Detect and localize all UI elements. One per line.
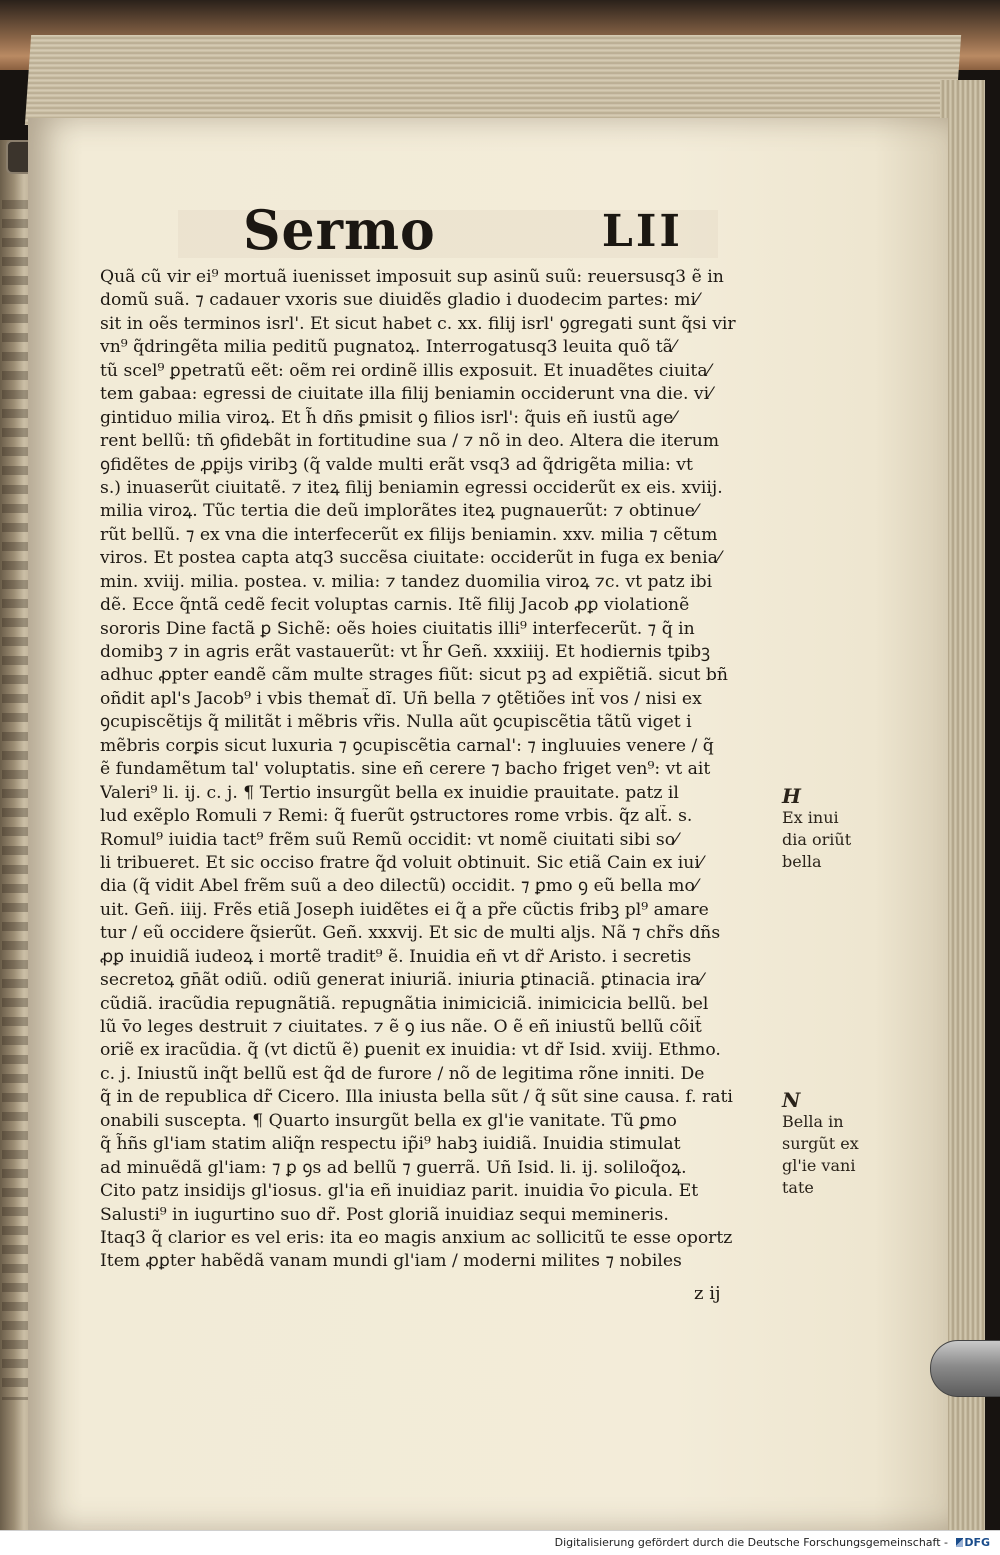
text-line: Romul⁹ iuidia tact⁹ frẽm suũ Remũ occidit: vt nomẽ ciuitati sibi so⁄ [100, 829, 678, 850]
text-line: ꝓꝑ inuidiã iudeoꝝ i mortẽ tradit⁹ ẽ. Inuidia eñ vt dr̃ Aristo. i secretis [100, 946, 692, 967]
text-line: vn⁹ q̃dringẽta milia peditũ pugnatoꝝ. Interrogatusq3 leuita quõ tã⁄ [100, 337, 676, 358]
marginal-note-n [782, 1089, 892, 1199]
text-line: Itaq3 q̃ clarior es vel eris: ita eo magis anxium ac sollicitũ te esse oportz [100, 1227, 733, 1248]
marginal-note-line: bella [782, 852, 822, 871]
text-line: uit. Geñ. iiij. Frẽs etiã Joseph iuidẽtes ei q̃ a pr̃e cũctis fribꝫ pl⁹ amare [100, 899, 709, 920]
text-line: cũdiã. iracũdia repugnãtiã. repugnãtia inimiciciã. inimicicia bellũ. bel [100, 993, 709, 1014]
dfg-logo-text: DFG [964, 1536, 990, 1549]
text-line: lud exẽplo Romuli ⁊ Remi: q̃ fuerũt ꝯstructores rome vrbis. q̃z alt̃. s. [100, 806, 693, 827]
text-line: ꝯcupiscẽtijs q̃ militãt i mẽbris vr̃is. Nulla aũt ꝯcupiscẽtia tãtũ viget i [100, 712, 692, 733]
text-line: tũ scel⁹ ꝑpetratũ eẽt: oẽm rei ordinẽ illis exposuit. Et inuadẽtes ciuita⁄ [100, 360, 711, 381]
text-line: dẽ. Ecce q̃ntã cedẽ fecit voluptas carnis. Itẽ filij Jacob ꝓꝑ violationẽ [100, 595, 690, 616]
text-line: ad minuẽdã gl'iam: ⁊ ꝑ ꝯs ad bellũ ⁊ guerrã. Uñ Isid. li. ij. soliloq̃oꝝ. [100, 1157, 687, 1178]
text-line: oñdit apl's Jacob⁹ i vbis themat̃ dĩ. Uñ bella ⁊ ꝯtẽtiões int̃ vos / nisi ex [100, 688, 702, 709]
text-line: min. xviij. milia. postea. v. milia: ⁊ tandez duomilia viroꝝ ⁊c. vt patz ibi [100, 571, 713, 592]
text-line: secretoꝝ gn̄ãt odiũ. odiũ generat iniuriã. iniuria ꝑtinaciã. ꝑtinacia ira⁄ [100, 970, 703, 991]
signature-mark: z ij [694, 1283, 721, 1304]
running-head [243, 200, 683, 270]
page-stack-top [25, 35, 961, 125]
text-line: oriẽ ex iracũdia. q̃ (vt dictũ ẽ) ꝑuenit ex inuidia: vt dr̃ Isid. xviij. Ethmo. [100, 1040, 721, 1061]
text-line: sororis Dine factã ꝑ Sichẽ: oẽs hoies ciuitatis illi⁹ interfecerũt. ⁊ q̃ in [100, 618, 695, 639]
text-line: li tribueret. Et sic occiso fratre q̃d voluit obtinuit. Sic etiã Cain ex iui⁄ [100, 852, 703, 873]
text-line: Cito patz insidijs gl'iosus. gl'ia eñ inuidiaz parit. inuidia v̄o ꝑicula. Et [100, 1181, 699, 1202]
running-head-title: Sermo [243, 198, 436, 263]
text-line: domũ suã. ⁊ cadauer vxoris sue diuidẽs gladio i duodecim partes: mi⁄ [100, 290, 699, 311]
text-line: mẽbris corꝑis sicut luxuria ⁊ ꝯcupiscẽtia carnal': ⁊ ingluuies venere / q̃ [100, 735, 714, 756]
text-line: s.) inuaserũt ciuitatẽ. ⁊ iteꝝ filij beniamin egressi occiderũt ex eis. xviij. [100, 477, 723, 498]
marginal-note-letter: H [782, 784, 801, 808]
dfg-logo-icon [956, 1538, 963, 1547]
marginal-note-line: tate [782, 1178, 814, 1197]
marginal-note-line: Bella in [782, 1112, 844, 1131]
text-line: q̃ h̃ñs gl'iam statim aliq̃n respectu ip̃i⁹ habꝫ iuidiã. Inuidia stimulat [100, 1134, 681, 1155]
text-line: Salusti⁹ in iugurtino suo dr̃. Post gloriã inuidiaz sequi memineris. [100, 1204, 669, 1225]
folio-number: LII [601, 206, 683, 257]
marginal-note-h [782, 785, 892, 873]
page-clip [930, 1340, 1000, 1397]
text-line: Item ꝓꝑter habẽdã vanam mundi gl'iam / moderni milites ⁊ nobiles [100, 1251, 682, 1272]
marginal-note-line: surgũt ex [782, 1134, 859, 1153]
dfg-logo[interactable] [956, 1536, 990, 1549]
text-line: q̃ in de republica dr̃ Cicero. Illa iniusta bella sũt / q̃ sũt sine causa. f. rati [100, 1087, 733, 1108]
text-line: c. j. Iniustũ inq̃t bellũ est q̃d de furore / nõ de legitima rõne inniti. De [100, 1063, 705, 1084]
text-line: onabili suscepta. ¶ Quarto insurgũt bella ex gl'ie vanitate. Tũ ꝑmo [100, 1110, 677, 1131]
text-line: domibꝫ ⁊ in agris erãt vastauerũt: vt h̃r Geñ. xxxiiij. Et hodiernis tꝑibꝫ [100, 642, 710, 662]
text-line: Quã cũ vir ei⁹ mortuã iuenisset imposuit sup asinũ suũ: reuersusq3 ẽ in [100, 267, 724, 287]
text-line: adhuc ꝓpter eandẽ cãm multe strages fiũt: sicut pꝫ ad expiẽtiã. sicut bñ [100, 665, 728, 686]
marginal-note-letter: N [782, 1088, 801, 1112]
marginal-note-line: dia oriũt [782, 830, 852, 849]
text-line: ꝯfidẽtes de ꝓꝑijs viribꝫ (q̃ valde multi erãt vsq3 ad q̃drigẽta milia: vt [100, 454, 693, 475]
text-line: rũt bellũ. ⁊ ex vna die interfecerũt ex filijs beniamin. xxv. milia ⁊ cẽtum [100, 524, 718, 545]
text-line: gintiduo milia viroꝝ. Et h̃ dñs ꝑmisit ꝯ filios isrl': q̃uis eñ iustũ age⁄ [100, 407, 677, 428]
marginal-note-line: Ex inui [782, 808, 839, 827]
text-line: tem gabaa: egressi de ciuitate illa filij beniamin occiderunt vna die. vi⁄ [100, 384, 712, 405]
text-line: dia (q̃ vidit Abel frẽm suũ a deo dilectũ) occidit. ⁊ ꝑmo ꝯ eũ bella mo⁄ [100, 876, 698, 897]
text-line: lũ v̄o leges destruit ⁊ ciuitates. ⁊ ẽ ꝯ ius nãe. O ẽ eñ iniustũ bellũ cõit̃ [100, 1017, 702, 1037]
text-line: tur / eũ occidere q̃sierũt. Geñ. xxxvij. Et sic de multi aljs. Nã ⁊ chr̃s dñs [100, 923, 721, 944]
funding-credit: Digitalisierung gefördert durch die Deutsche Forschungsgemeinschaft - [554, 1536, 948, 1549]
text-line: sit in oẽs terminos isrl'. Et sicut habet c. xx. filij isrl' ꝯgregati sunt q̃si vir [100, 313, 736, 334]
text-line: Valeri⁹ li. ij. c. j. ¶ Tertio insurgũt bella ex inuidie prauitate. patz il [100, 782, 679, 803]
text-line: rent bellũ: tñ ꝯfidebãt in fortitudine sua / ⁊ nõ in deo. Altera die iterum [100, 431, 720, 452]
footer-bar [0, 1530, 1000, 1555]
text-line: viros. Et postea capta atq3 succẽsa ciuitate: occiderũt in fuga ex benia⁄ [100, 548, 721, 569]
body-text [100, 266, 806, 1274]
text-line: ẽ fundamẽtum tal' voluptatis. sine eñ cerere ⁊ bacho friget ven⁹: vt ait [100, 759, 711, 780]
text-line: milia viroꝝ. Tũc tertia die deũ implorãtes iteꝝ pugnauerũt: ⁊ obtinue⁄ [100, 501, 698, 522]
folio-page [28, 118, 948, 1530]
marginal-note-line: gl'ie vani [782, 1156, 856, 1175]
